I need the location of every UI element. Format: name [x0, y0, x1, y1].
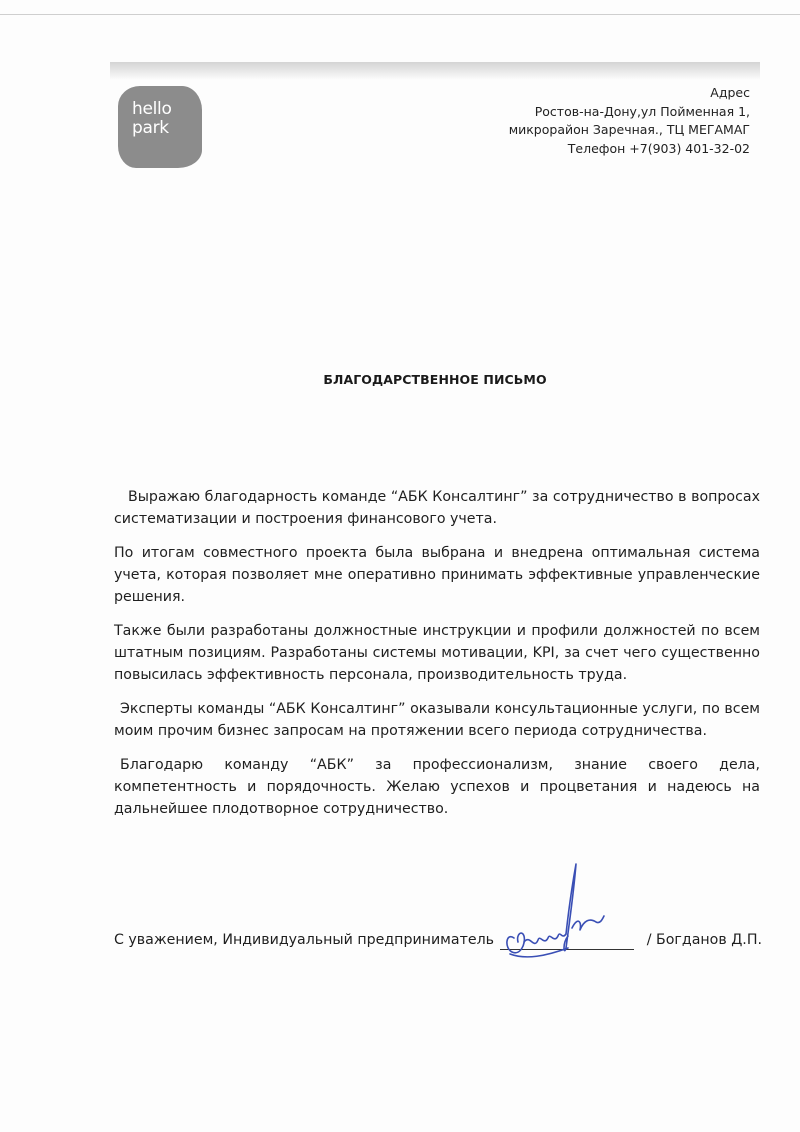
logo-line-1: hello — [132, 99, 172, 119]
letterhead-band — [110, 62, 760, 80]
address-phone: Телефон +7(903) 401-32-02 — [567, 140, 750, 156]
paragraph-4: Эксперты команды “АБК Консалтинг” оказывали консультационные услуги, по всем моим прочим бизнес запросам на протяжении всего периода сотрудничества. — [114, 701, 760, 739]
signatory-name: / Богданов Д.П. — [646, 932, 762, 948]
address-label: Адрес — [710, 85, 750, 100]
logo-line-2: park — [132, 118, 169, 138]
scan-edge-line — [0, 14, 800, 15]
signature-stroke-1 — [507, 933, 524, 953]
signature-stroke-3 — [564, 864, 576, 951]
logo-text — [132, 100, 172, 138]
signature-stroke-2 — [524, 934, 566, 943]
paragraph-1: Выражаю благодарность команде “АБК Консалтинг” за сотрудничество в вопросах систематизации и построения финансового учета. — [114, 489, 760, 527]
signoff-line — [114, 928, 764, 958]
handwritten-signature — [496, 856, 616, 976]
paragraph-5: Благодарю команду “АБК” за профессионализм, знание своего дела, компетентность и порядочность. Желаю успехов и процветания и надеюсь на дальнейшее плодотворное сотрудничество. — [114, 757, 760, 817]
signature-stroke-4 — [572, 916, 604, 930]
letter-title: БЛАГОДАРСТВЕННОЕ ПИСЬМО — [323, 372, 547, 387]
paragraph-3: Также были разработаны должностные инструкции и профили должностей по всем штатным позициям. Разработаны системы мотивации, KPI, за счет чего существенно повысилась эффективность персонала, производительность труда. — [114, 623, 760, 683]
address-line-1: Ростов-на-Дону,ул Пойменная 1, — [534, 103, 750, 119]
company-address — [450, 84, 750, 158]
address-line-2: микрорайон Заречная., ТЦ МЕГАМАГ — [508, 122, 750, 137]
signoff-regards: С уважением, Индивидуальный предприниматель — [114, 932, 495, 948]
hello-park-logo — [118, 86, 202, 168]
letter-body — [114, 486, 760, 832]
paragraph-2: По итогам совместного проекта была выбрана и внедрена оптимальная система учета, которая позволяет мне оперативно принимать эффективные управленческие решения. — [114, 545, 760, 605]
